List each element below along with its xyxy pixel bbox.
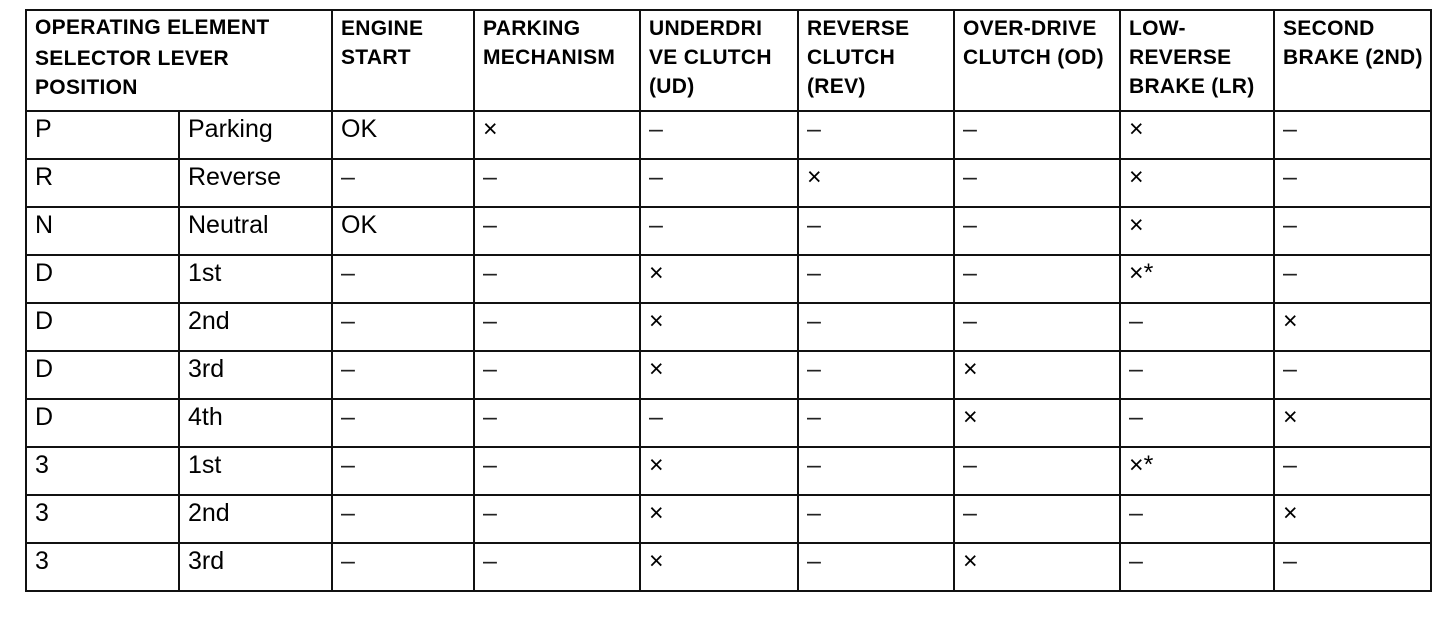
engine-start-cell: – (332, 447, 474, 495)
gear-range-cell: 2nd (179, 495, 332, 543)
selector-position-cell: 3 (26, 495, 179, 543)
second-brake-cell: – (1274, 111, 1431, 159)
table-row (26, 447, 1431, 495)
column-header-overdrive-clutch: OVER-DRIVE CLUTCH (OD) (954, 10, 1120, 111)
parking-mechanism-cell: × (474, 111, 640, 159)
second-brake-cell: – (1274, 159, 1431, 207)
column-header-underdrive-clutch: UNDERDRI VE CLUTCH (UD) (640, 10, 798, 111)
underdrive-clutch-cell: × (640, 447, 798, 495)
selector-position-cell: D (26, 303, 179, 351)
reverse-clutch-cell: – (798, 351, 954, 399)
gear-range-cell: Neutral (179, 207, 332, 255)
reverse-clutch-cell: – (798, 255, 954, 303)
reverse-clutch-cell: – (798, 399, 954, 447)
table-row (26, 159, 1431, 207)
selector-lever-position-header: SELECTOR LEVER POSITION (26, 44, 332, 111)
underdrive-clutch-cell: × (640, 495, 798, 543)
reverse-clutch-cell: – (798, 447, 954, 495)
table-row (26, 255, 1431, 303)
selector-position-cell: N (26, 207, 179, 255)
overdrive-clutch-cell: × (954, 543, 1120, 591)
second-brake-cell: – (1274, 207, 1431, 255)
overdrive-clutch-cell: – (954, 111, 1120, 159)
column-header-engine-start: ENGINE START (332, 10, 474, 111)
second-brake-cell: × (1274, 495, 1431, 543)
gear-range-cell: 1st (179, 255, 332, 303)
low-reverse-brake-cell: × (1120, 111, 1274, 159)
reverse-clutch-cell: – (798, 111, 954, 159)
low-reverse-brake-cell: × (1120, 159, 1274, 207)
second-brake-cell: – (1274, 255, 1431, 303)
selector-position-cell: D (26, 351, 179, 399)
gear-range-cell: 1st (179, 447, 332, 495)
column-header-low-reverse-brake: LOW-REVERSE BRAKE (LR) (1120, 10, 1274, 111)
header-row (26, 10, 1431, 44)
second-brake-cell: × (1274, 303, 1431, 351)
underdrive-clutch-cell: – (640, 207, 798, 255)
overdrive-clutch-cell: – (954, 447, 1120, 495)
low-reverse-brake-cell: – (1120, 399, 1274, 447)
gear-range-cell: 3rd (179, 351, 332, 399)
reverse-clutch-cell: – (798, 495, 954, 543)
engine-start-cell: OK (332, 207, 474, 255)
underdrive-clutch-cell: × (640, 351, 798, 399)
gear-range-cell: Reverse (179, 159, 332, 207)
low-reverse-brake-cell: – (1120, 303, 1274, 351)
parking-mechanism-cell: – (474, 207, 640, 255)
selector-position-cell: D (26, 255, 179, 303)
selector-position-cell: 3 (26, 447, 179, 495)
parking-mechanism-cell: – (474, 447, 640, 495)
engine-start-cell: OK (332, 111, 474, 159)
selector-position-cell: D (26, 399, 179, 447)
gear-range-cell: 2nd (179, 303, 332, 351)
parking-mechanism-cell: – (474, 351, 640, 399)
table-row (26, 543, 1431, 591)
engine-start-cell: – (332, 303, 474, 351)
overdrive-clutch-cell: – (954, 255, 1120, 303)
low-reverse-brake-cell: ×* (1120, 255, 1274, 303)
overdrive-clutch-cell: × (954, 351, 1120, 399)
engine-start-cell: – (332, 255, 474, 303)
low-reverse-brake-cell: – (1120, 495, 1274, 543)
column-header-reverse-clutch: REVERSE CLUTCH (REV) (798, 10, 954, 111)
underdrive-clutch-cell: × (640, 303, 798, 351)
parking-mechanism-cell: – (474, 159, 640, 207)
second-brake-cell: – (1274, 447, 1431, 495)
overdrive-clutch-cell: – (954, 495, 1120, 543)
underdrive-clutch-cell: × (640, 543, 798, 591)
overdrive-clutch-cell: × (954, 399, 1120, 447)
parking-mechanism-cell: – (474, 495, 640, 543)
parking-mechanism-cell: – (474, 543, 640, 591)
low-reverse-brake-cell: – (1120, 351, 1274, 399)
parking-mechanism-cell: – (474, 303, 640, 351)
second-brake-cell: – (1274, 351, 1431, 399)
overdrive-clutch-cell: – (954, 207, 1120, 255)
table-row (26, 399, 1431, 447)
operating-element-header: OPERATING ELEMENT (26, 10, 332, 44)
table-row (26, 303, 1431, 351)
low-reverse-brake-cell: ×* (1120, 447, 1274, 495)
gear-range-cell: 3rd (179, 543, 332, 591)
gear-range-cell: Parking (179, 111, 332, 159)
table-row (26, 111, 1431, 159)
parking-mechanism-cell: – (474, 255, 640, 303)
underdrive-clutch-cell: – (640, 111, 798, 159)
second-brake-cell: – (1274, 543, 1431, 591)
column-header-second-brake: SECOND BRAKE (2ND) (1274, 10, 1431, 111)
underdrive-clutch-cell: – (640, 399, 798, 447)
selector-position-cell: 3 (26, 543, 179, 591)
engine-start-cell: – (332, 159, 474, 207)
table-body (26, 111, 1431, 591)
reverse-clutch-cell: – (798, 543, 954, 591)
selector-position-cell: R (26, 159, 179, 207)
gear-range-cell: 4th (179, 399, 332, 447)
parking-mechanism-cell: – (474, 399, 640, 447)
underdrive-clutch-cell: × (640, 255, 798, 303)
reverse-clutch-cell: – (798, 207, 954, 255)
selector-position-cell: P (26, 111, 179, 159)
underdrive-clutch-cell: – (640, 159, 798, 207)
low-reverse-brake-cell: – (1120, 543, 1274, 591)
low-reverse-brake-cell: × (1120, 207, 1274, 255)
table-row (26, 495, 1431, 543)
engine-start-cell: – (332, 351, 474, 399)
overdrive-clutch-cell: – (954, 159, 1120, 207)
second-brake-cell: × (1274, 399, 1431, 447)
reverse-clutch-cell: × (798, 159, 954, 207)
operating-element-table (25, 9, 1432, 592)
engine-start-cell: – (332, 495, 474, 543)
table-row (26, 351, 1431, 399)
engine-start-cell: – (332, 543, 474, 591)
column-header-parking-mechanism: PARKING MECHANISM (474, 10, 640, 111)
engine-start-cell: – (332, 399, 474, 447)
reverse-clutch-cell: – (798, 303, 954, 351)
overdrive-clutch-cell: – (954, 303, 1120, 351)
table-row (26, 207, 1431, 255)
